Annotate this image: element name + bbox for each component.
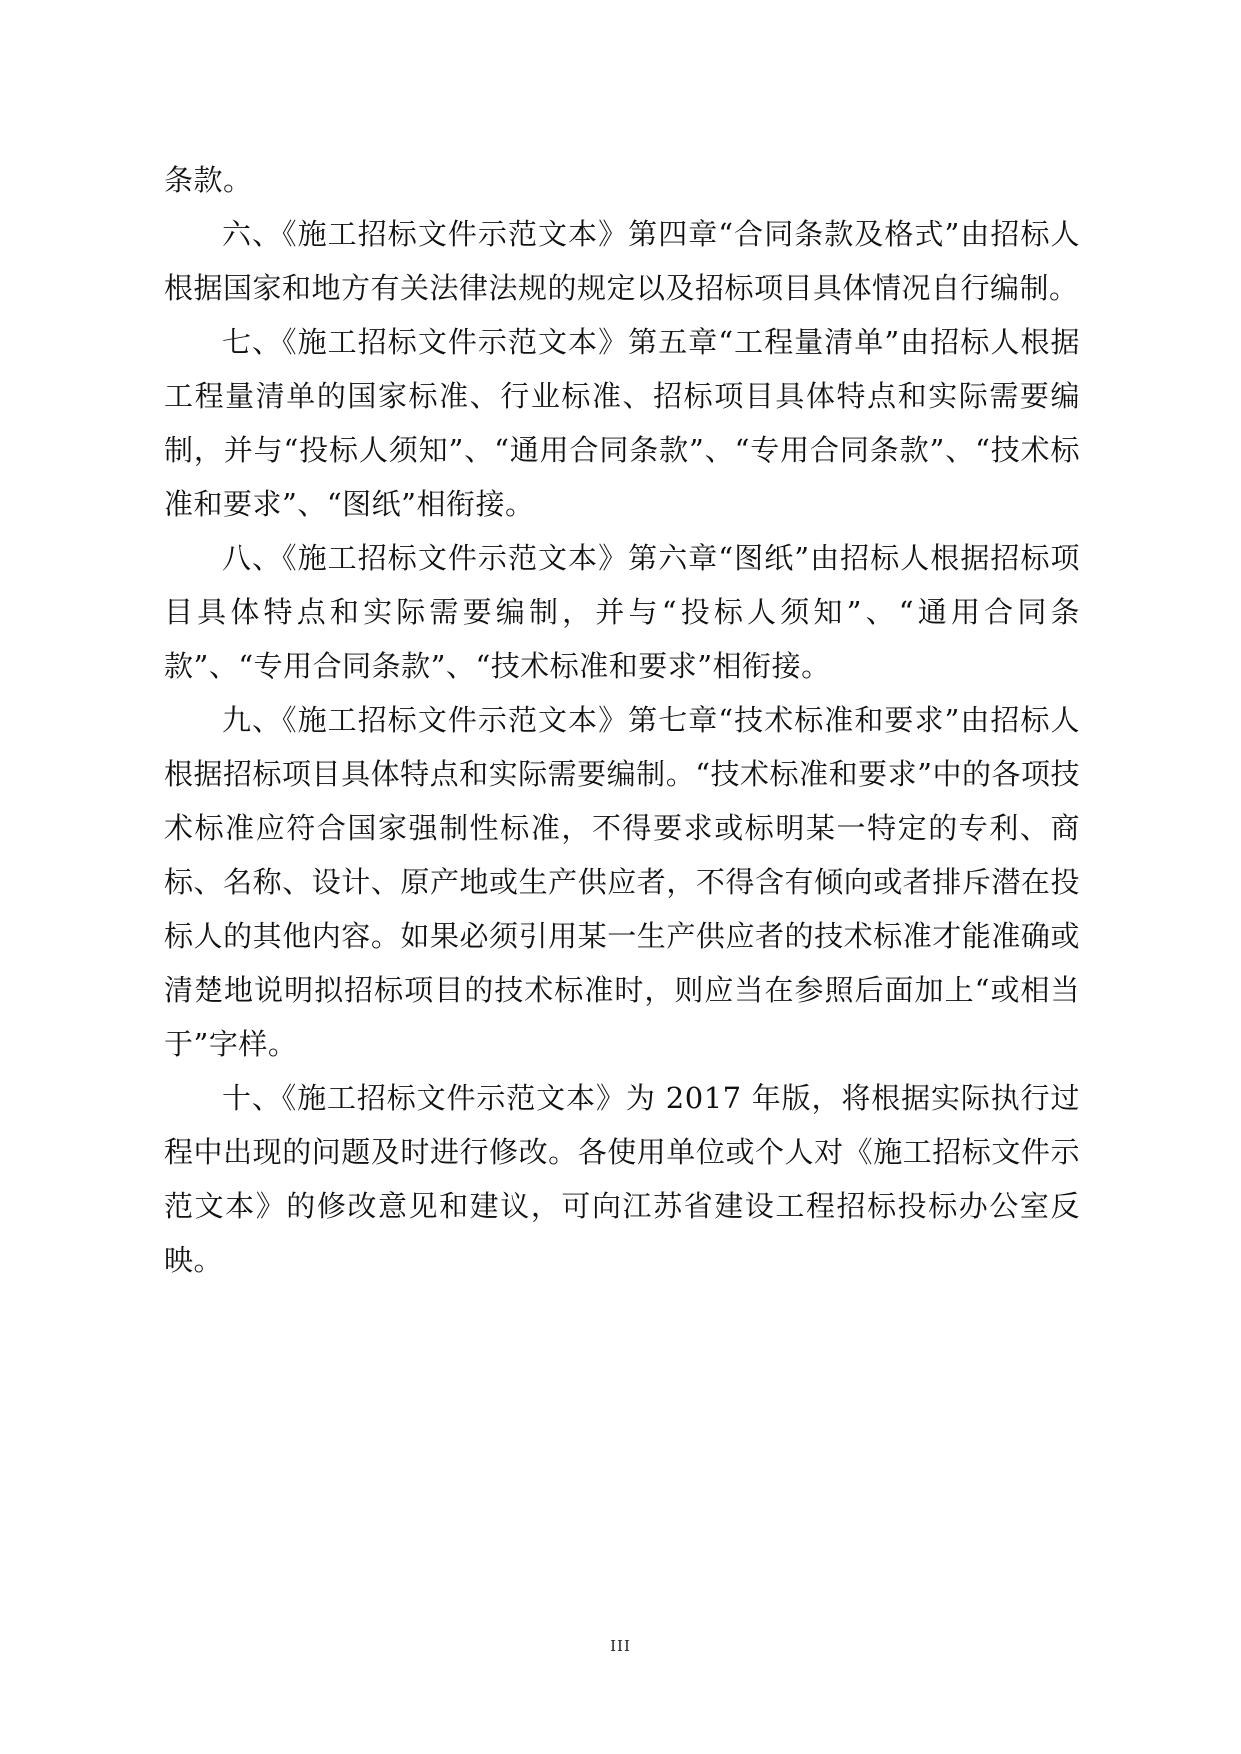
paragraph-item-8: 八、《施工招标文件示范文本》第六章“图纸”由招标人根据招标项目具体特点和实际需要编制，并与“投标人须知”、“通用合同条款”、“专用合同条款”、“技术标准和要求”相衔接。 — [164, 541, 1080, 683]
paragraph-continuation: 条款。 — [164, 163, 253, 197]
paragraph-item-7: 七、《施工招标文件示范文本》第五章“工程量清单”由招标人根据工程量清单的国家标准、行业标准、招标项目具体特点和实际需要编制，并与“投标人须知”、“通用合同条款”、“专用合同条款”、“技术标准和要求”、“图纸”相衔接。 — [164, 325, 1080, 521]
paragraph-item-10: 十、《施工招标文件示范文本》为 2017 年版，将根据实际执行过程中出现的问题及时进行修改。各使用单位或个人对《施工招标文件示范文本》的修改意见和建议，可向江苏省建设工程招标投标办公室反映。 — [164, 1081, 1080, 1277]
paragraph-item-6: 六、《施工招标文件示范文本》第四章“合同条款及格式”由招标人根据国家和地方有关法律法规的规定以及招标项目具体情况自行编制。 — [164, 217, 1080, 305]
page-number: III — [610, 1637, 631, 1655]
paragraph-item-9: 九、《施工招标文件示范文本》第七章“技术标准和要求”由招标人根据招标项目具体特点和实际需要编制。“技术标准和要求”中的各项技术标准应符合国家强制性标准，不得要求或标明某一特定的专利、商标、名称、设计、原产地或生产供应者，不得含有倾向或者排斥潜在投标人的其他内容。如果必须引用某一生产供应者的技术标准才能准确或清楚地说明拟招标项目的技术标准时，则应当在参照后面加上“或相当于”字样。 — [164, 703, 1080, 1061]
document-body — [164, 153, 1080, 1287]
